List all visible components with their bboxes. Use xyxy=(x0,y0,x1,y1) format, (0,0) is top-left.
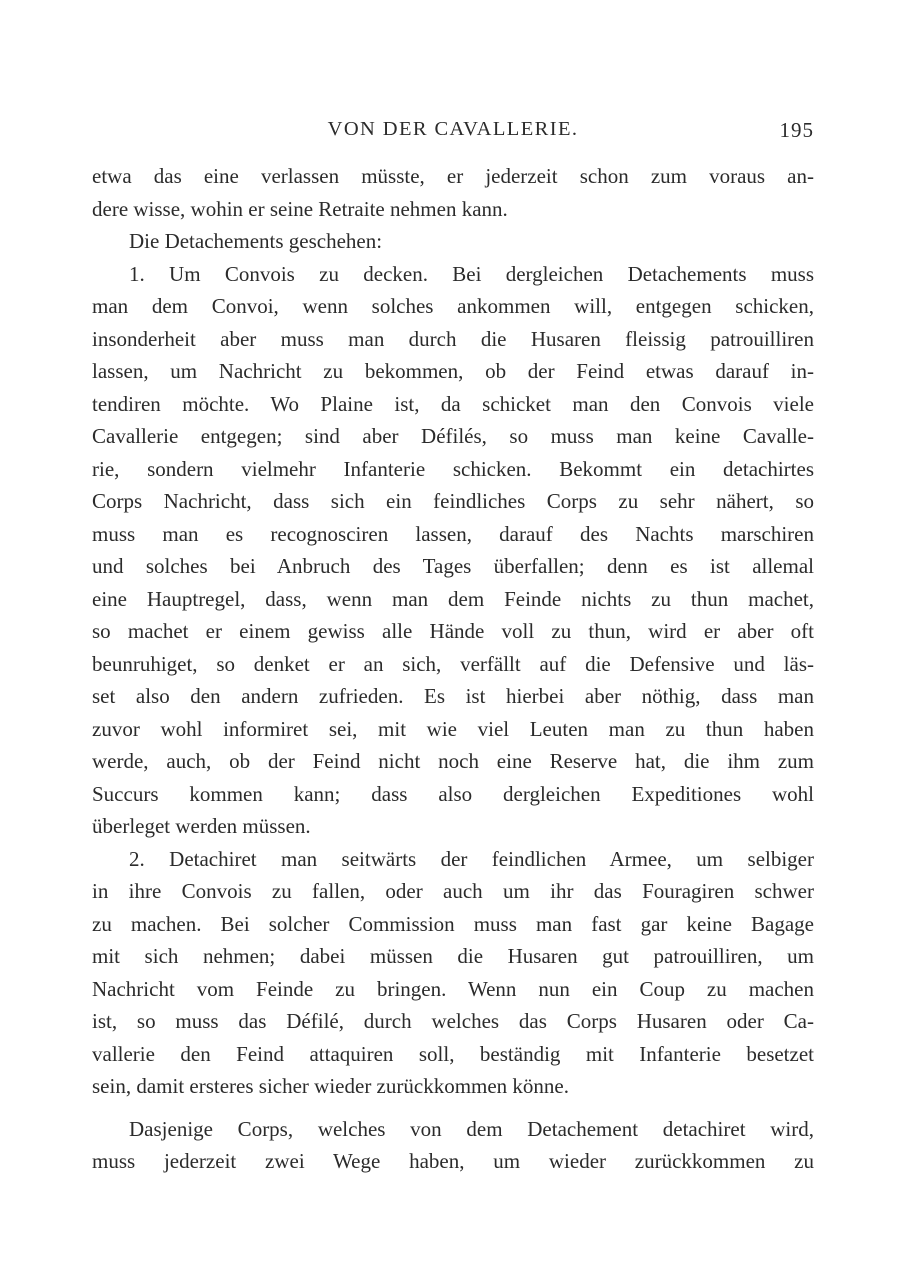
text-line: muss jederzeit zwei Wege haben, um wieder zurückkommen zu xyxy=(92,1149,814,1173)
text-line: in ihre Convois zu fallen, oder auch um ihr das Fouragiren schwer xyxy=(92,879,814,903)
text-line: etwa das eine verlassen müsste, er jederzeit schon zum voraus an- xyxy=(92,164,814,188)
text-line: man dem Convoi, wenn solches ankommen will, entgegen schicken, xyxy=(92,294,814,318)
text-line: überleget werden müssen. xyxy=(92,814,311,838)
text-line: werde, auch, ob der Feind nicht noch eine Reserve hat, die ihm zum xyxy=(92,749,814,773)
text-line: dere wisse, wohin er seine Retraite nehmen kann. xyxy=(92,196,508,221)
text-line: sein, damit ersteres sicher wieder zurückkommen könne. xyxy=(92,1074,570,1098)
text-line: 2. Detachiret man seitwärts der feindlichen Armee, um selbiger xyxy=(129,846,814,871)
text-line: ist, so muss das Défilé, durch welches das Corps Husaren oder Ca- xyxy=(92,1009,814,1033)
text-line: set also den andern zufrieden. Es ist hierbei aber nöthig, dass man xyxy=(92,684,814,708)
text-line: insonderheit aber muss man durch die Husaren fleissig patrouilliren xyxy=(92,326,814,351)
text-line: vallerie den Feind attaquiren soll, beständig mit Infanterie besetzet xyxy=(92,1041,814,1066)
text-line: tendiren möchte. Wo Plaine ist, da schicket man den Convois viele xyxy=(92,391,814,416)
running-title: VON DER CAVALLERIE. xyxy=(327,118,579,140)
body-text xyxy=(92,160,814,1178)
text-line: Cavallerie entgegen; sind aber Défilés, so muss man keine Cavalle- xyxy=(92,424,814,448)
text-line: so machet er einem gewiss alle Hände voll zu thun, wird er aber oft xyxy=(92,619,814,643)
text-line: zuvor wohl informiret sei, mit wie viel Leuten man zu thun haben xyxy=(92,716,814,741)
text-line: beunruhiget, so denket er an sich, verfällt auf die Defensive und läs- xyxy=(92,651,814,676)
text-line: Dasjenige Corps, welches von dem Detachement detachiret wird, xyxy=(129,1116,814,1141)
text-line: Nachricht vom Feinde zu bringen. Wenn nun ein Coup zu machen xyxy=(92,976,814,1001)
text-line: Corps Nachricht, dass sich ein feindliches Corps zu sehr nähert, so xyxy=(92,489,814,513)
text-line: und solches bei Anbruch des Tages überfallen; denn es ist allemal xyxy=(92,554,814,578)
text-line: muss man es recognosciren lassen, darauf des Nachts marschiren xyxy=(92,521,814,546)
running-head xyxy=(92,114,814,144)
text-line: Succurs kommen kann; dass also dergleichen Expeditiones wohl xyxy=(92,781,814,806)
text-line: eine Hauptregel, dass, wenn man dem Feinde nichts zu thun machet, xyxy=(92,586,814,611)
text-line: mit sich nehmen; dabei müssen die Husaren gut patrouilliren, um xyxy=(92,944,814,968)
text-line: zu machen. Bei solcher Commission muss man fast gar keine Bagage xyxy=(92,911,814,936)
text-line: Die Detachements geschehen: xyxy=(129,229,383,253)
page-number: 195 xyxy=(779,118,814,142)
text-line: lassen, um Nachricht zu bekommen, ob der Feind etwas darauf in- xyxy=(92,359,814,383)
text-line: rie, sondern vielmehr Infanterie schicken. Bekommt ein detachirtes xyxy=(92,456,814,481)
text-line: 1. Um Convois zu decken. Bei dergleichen Detachements muss xyxy=(129,261,814,286)
